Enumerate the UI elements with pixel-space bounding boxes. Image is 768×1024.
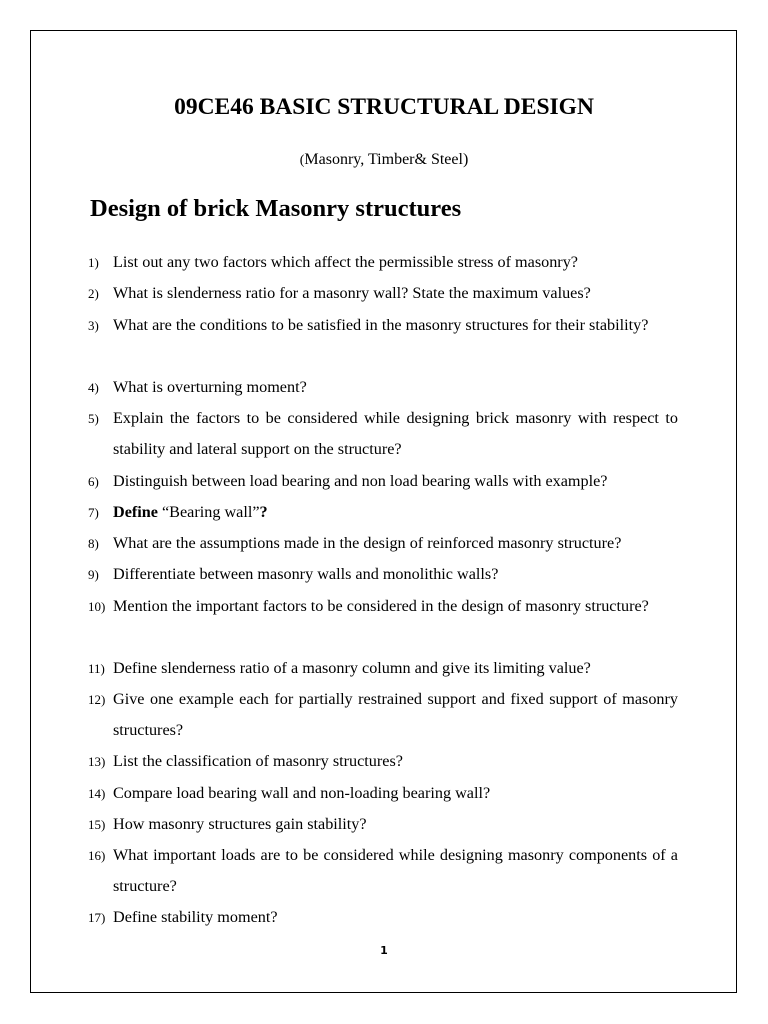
question-text: Define slenderness ratio of a masonry column and give its limiting value? — [113, 659, 591, 677]
question-item — [88, 902, 678, 933]
question-text: What are the assumptions made in the design of reinforced masonry structure? — [113, 534, 622, 552]
question-number: 16) — [88, 848, 106, 863]
question-item — [88, 247, 678, 278]
document-title: 09CE46 BASIC STRUCTURAL DESIGN — [174, 94, 594, 120]
question-number: 9) — [88, 567, 99, 582]
question-number: 5) — [88, 411, 99, 426]
question-number: 6) — [88, 474, 99, 489]
question-text: Distinguish between load bearing and non load bearing walls with example? — [113, 472, 608, 490]
question-text: Explain the factors to be considered while designing brick masonry with respect to stability and lateral support on the structure? — [113, 409, 678, 458]
question-text-body: “Bearing wall” — [157, 503, 260, 521]
question-item — [88, 372, 678, 403]
question-item — [88, 528, 678, 559]
question-item — [88, 403, 678, 465]
question-number: 8) — [88, 536, 99, 551]
subtitle-open-paren: ( — [299, 153, 305, 168]
question-text: Mention the important factors to be considered in the design of masonry structure? — [113, 597, 649, 615]
question-number: 2) — [88, 286, 99, 301]
question-number: 4) — [88, 380, 99, 395]
question-text: What is slenderness ratio for a masonry wall? State the maximum values? — [113, 284, 591, 302]
section-heading: Design of brick Masonry structures — [90, 195, 462, 222]
question-number: 15) — [88, 817, 106, 832]
question-item — [88, 809, 678, 840]
question-item — [88, 278, 678, 309]
question-text: List the classification of masonry structures? — [113, 752, 403, 770]
question-number: 7) — [88, 505, 99, 520]
question-text: What are the conditions to be satisfied in the masonry structures for their stability? — [113, 316, 649, 334]
question-text: How masonry structures gain stability? — [113, 815, 367, 833]
question-number: 10) — [88, 599, 106, 614]
question-item — [88, 653, 678, 684]
question-item — [88, 591, 678, 622]
page-number: 1 — [380, 944, 388, 957]
question-item — [88, 559, 678, 590]
question-item — [88, 684, 678, 746]
question-item — [88, 497, 678, 528]
question-text: Give one example each for partially restrained support and fixed support of masonry structures? — [113, 690, 678, 739]
question-number: 11) — [88, 661, 105, 676]
question-number: 1) — [88, 255, 99, 270]
question-item — [88, 840, 678, 902]
question-number: 13) — [88, 754, 106, 769]
question-item — [88, 746, 678, 777]
question-text: Differentiate between masonry walls and monolithic walls? — [113, 565, 499, 583]
subtitle-text: Masonry, Timber& Steel — [304, 151, 463, 168]
question-number: 14) — [88, 786, 106, 801]
question-number: 12) — [88, 692, 106, 707]
question-bold-prefix: Define — [113, 503, 158, 521]
question-item — [88, 310, 678, 341]
question-text: What is overturning moment? — [113, 378, 307, 396]
question-number: 3) — [88, 318, 99, 333]
question-item — [88, 778, 678, 809]
question-text: Define stability moment? — [113, 908, 278, 926]
question-item — [88, 466, 678, 497]
question-bold-suffix: ? — [259, 503, 268, 521]
question-number: 17) — [88, 910, 106, 925]
question-text: List out any two factors which affect the permissible stress of masonry? — [113, 253, 578, 271]
question-text — [113, 497, 678, 528]
question-text: Compare load bearing wall and non-loading bearing wall? — [113, 784, 491, 802]
question-text: What important loads are to be considered while designing masonry components of a structure? — [113, 846, 678, 895]
subtitle-close-paren: ) — [462, 151, 469, 168]
